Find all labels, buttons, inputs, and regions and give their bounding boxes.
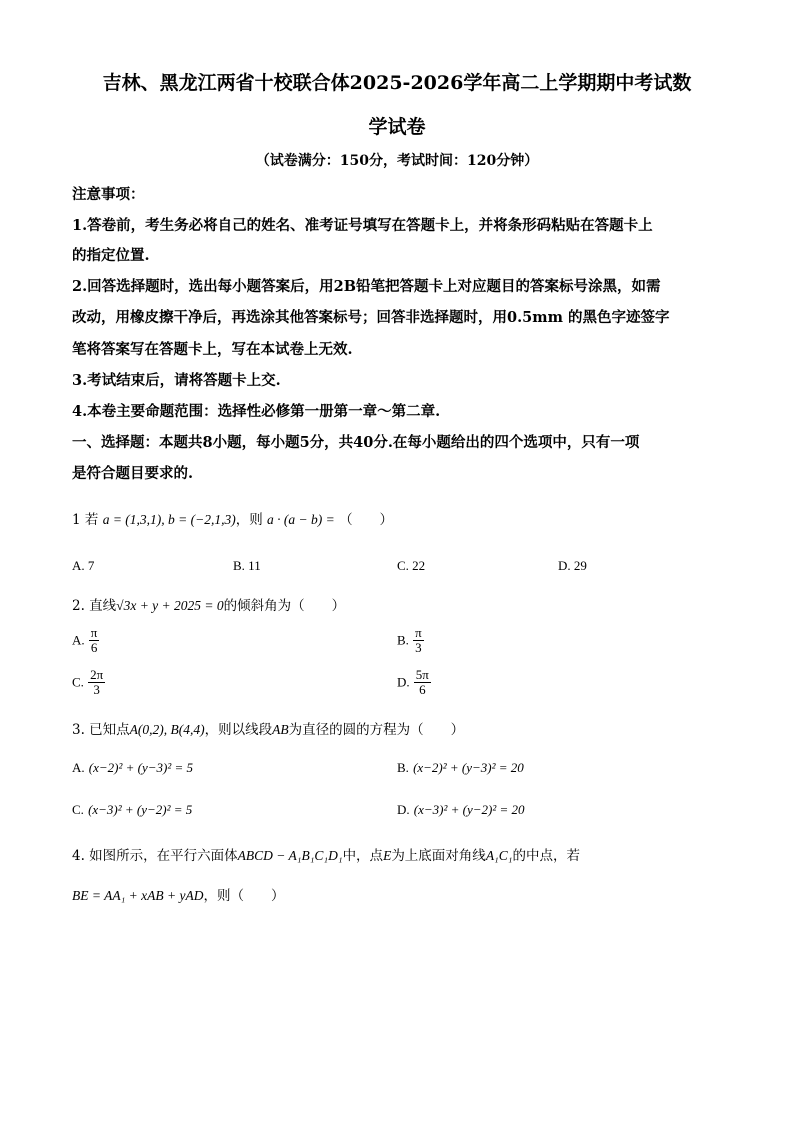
note-3: 3.考试结束后，请将答题卡上交.	[72, 372, 281, 389]
q3-option-c: C. (x−3)² + (y−2)² = 5	[72, 802, 193, 817]
q2-option-a: A. $\frac{\pi}{6}$	[72, 625, 98, 656]
note-1-line-2: 的指定位置.	[72, 247, 150, 264]
q1-option-a: A. 7	[72, 558, 95, 573]
q1-vectors: a = (1,3,1), b = (−2,1,3)	[102, 512, 236, 527]
q3-option-a: A. (x−2)² + (y−3)² = 5	[72, 760, 194, 775]
q2-option-c: C. $\frac{2\pi}{3}$	[72, 667, 104, 698]
section-heading-line-2: 是符合题目要求的.	[72, 465, 194, 482]
q4-vector-equation: BE = AA₁ + xAB + yAD	[72, 888, 204, 903]
note-4: 4.本卷主要命题范围：选择性必修第一册第一章～第二章.	[72, 403, 441, 420]
q2-equation: √3x + y + 2025 = 0	[116, 598, 224, 613]
q1-expression: a · (a − b) =	[267, 512, 335, 527]
question-4: 4. 如图所示，在平行六面体ABCD − A₁B₁C₁D₁中，点E为上底面对角线A₁C₁的中点，若	[72, 848, 580, 864]
question-number: 1	[72, 512, 81, 528]
note-1-line-1: 1.答卷前，考生务必将自己的姓名、准考证号填写在答题卡上，并将条形码粘贴在答题卡上	[72, 217, 653, 234]
section-heading-line-1: 一、选择题：本题共8小题，每小题5分，共40分.在每小题给出的四个选项中，只有一项	[72, 434, 640, 451]
q2-option-d: D. $\frac{5\pi}{6}$	[397, 667, 429, 698]
question-4-line-2: BE = AA₁ + xAB + yAD，则（ ）	[72, 888, 285, 904]
q1-option-b: B. 11	[233, 558, 261, 573]
note-2-line-1: 2.回答选择题时，选出每小题答案后，用2B铅笔把答题卡上对应题目的答案标号涂黑，如需	[72, 278, 661, 295]
question-2: 2. 直线√3x + y + 2025 = 0的倾斜角为（ ）	[72, 598, 346, 614]
q3-points: A(0,2), B(4,4)	[129, 722, 205, 737]
question-3: 3. 已知点A(0,2), B(4,4)，则以线段AB为直径的圆的方程为（ ）	[72, 722, 465, 738]
q1-option-c: C. 22	[397, 558, 426, 573]
q3-option-b: B. (x−2)² + (y−3)² = 20	[397, 760, 524, 775]
title-line-2: 学试卷	[368, 116, 426, 138]
q4-solid: ABCD − A₁B₁C₁D₁	[237, 848, 343, 863]
exam-info: （试卷满分：150分，考试时间：120分钟）	[255, 153, 539, 169]
q1-option-d: D. 29	[558, 558, 587, 573]
q2-option-b: B. $\frac{\pi}{3}$	[397, 625, 422, 656]
question-1: 1 若 a = (1,3,1), b = (−2,1,3)，则 a · (a − b) = （ ）	[72, 512, 394, 528]
note-2-line-2: 改动，用橡皮擦干净后，再选涂其他答案标号；回答非选择题时，用0.5mm 的黑色字迹签字	[72, 309, 670, 326]
title-line-1: 吉林、黑龙江两省十校联合体2025-2026学年高二上学期期中考试数	[102, 72, 692, 94]
q3-option-d: D. (x−3)² + (y−2)² = 20	[397, 802, 525, 817]
note-2-line-3: 笔将答案写在答题卡上，写在本试卷上无效.	[72, 341, 353, 358]
notes-heading: 注意事项：	[72, 186, 145, 203]
